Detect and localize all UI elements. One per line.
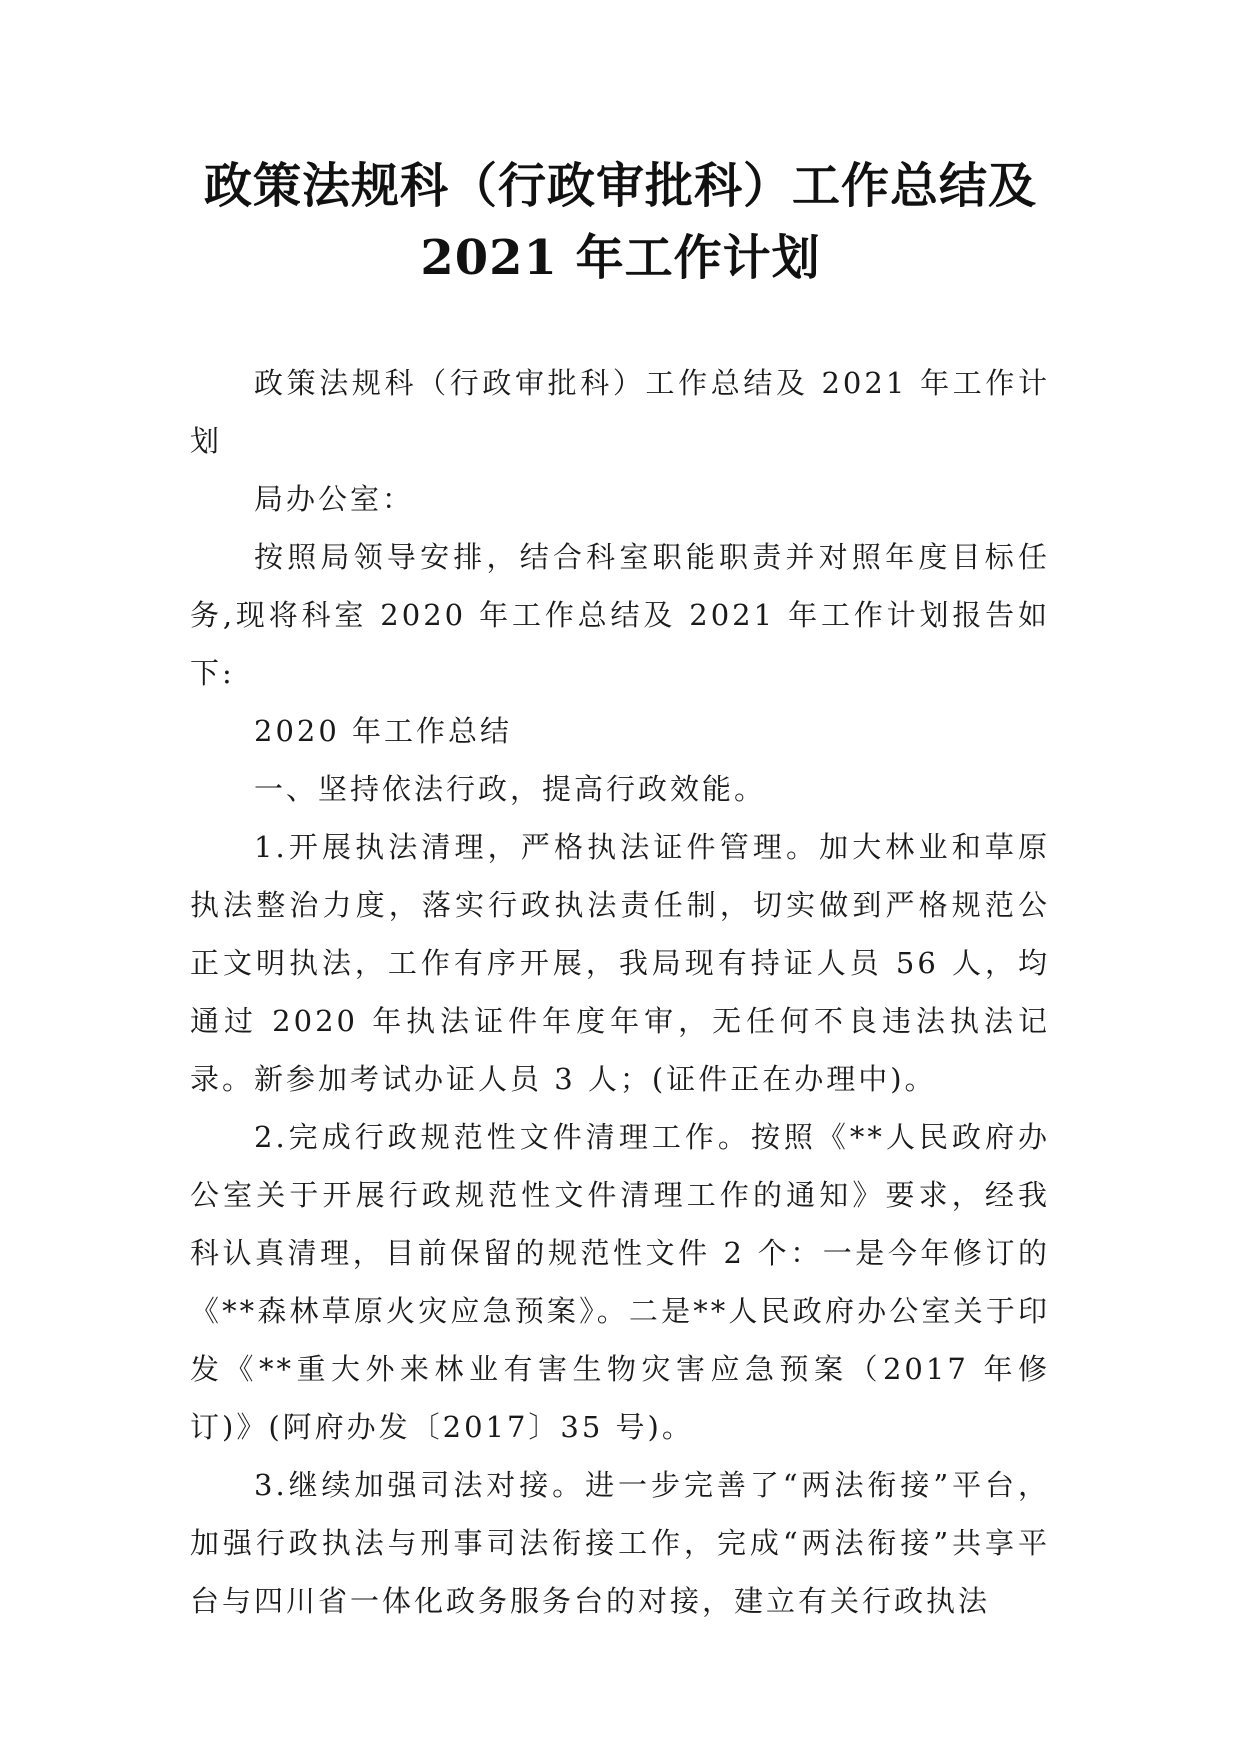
document-body [190,354,1050,1630]
subsection-heading: 一、坚持依法行政，提高行政效能。 [254,772,767,806]
paragraph-item-3: 3.继续加强司法对接。进一步完善了“两法衔接”平台，加强行政执法与刑事司法衔接工作，完成“两法衔接”共享平台与四川省一体化政务服务台的对接，建立有关行政执法 [190,1468,1050,1618]
section-heading: 2020 年工作总结 [254,714,513,748]
paragraph-item-2: 2.完成行政规范性文件清理工作。按照《**人民政府办公室关于开展行政规范性文件清理工作的通知》要求，经我科认真清理，目前保留的规范性文件 2 个：一是今年修订的《**森林草原火灾应急预案》。二是**人民政府办公室关于印发《**重大外来林业有害生物灾害应急预案（2017 年修订)》(阿府办发〔2017〕35 号)。 [190,1120,1050,1444]
document-title: 政策法规科（行政审批科）工作总结及 2021 年工作计划 [203,158,1037,286]
paragraph-item-1: 1.开展执法清理，严格执法证件管理。加大林业和草原执法整治力度，落实行政执法责任制，切实做到严格规范公正文明执法，工作有序开展，我局现有持证人员 56 人，均通过 2020 年执法证件年度年审，无任何不良违法执法记录。新参加考试办证人员 3 人；(证件正在办理中)。 [190,830,1050,1096]
paragraph-heading-repeat: 政策法规科（行政审批科）工作总结及 2021 年工作计划 [190,366,1050,458]
paragraph-intro: 按照局领导安排，结合科室职能职责并对照年度目标任务,现将科室 2020 年工作总结及 2021 年工作计划报告如下: [190,540,1050,690]
paragraph-addressee: 局办公室： [254,482,415,516]
